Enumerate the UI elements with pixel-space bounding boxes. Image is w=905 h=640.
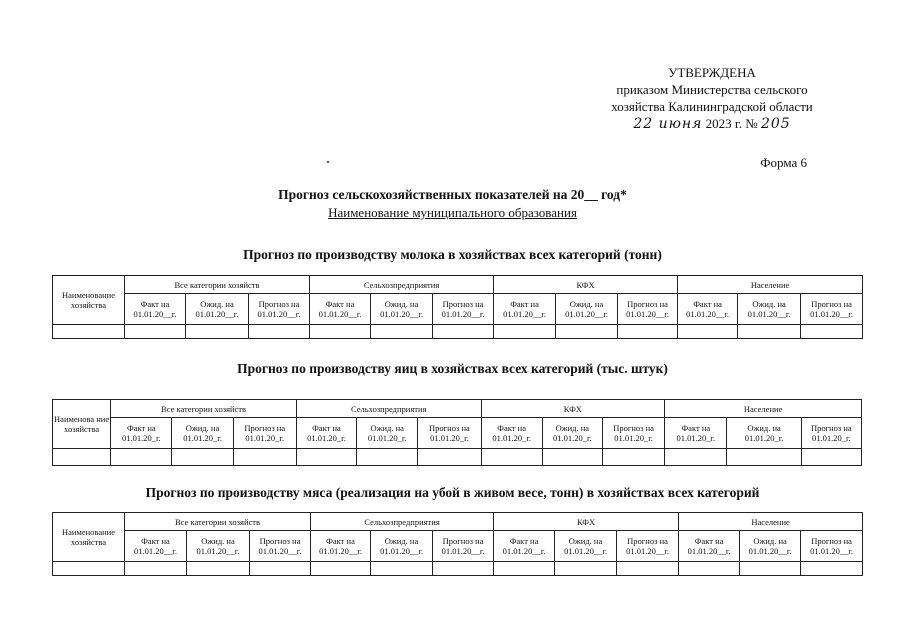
handwritten-number: 205 [760,116,791,132]
header-category: Население [679,513,863,531]
header-category: Население [678,276,863,294]
header-category: КФХ [494,276,678,294]
header-fact: Факт на 01.01.20_г. [296,418,356,449]
section-title-meat: Прогноз по производству мяса (реализация на убой в живом весе, тонн) в хозяйствах всех категорий [145,485,760,500]
header-expected: Ожид. на 01.01.20__г. [371,294,433,325]
table-cell[interactable] [53,562,125,576]
header-fact: Факт на 01.01.20__г. [678,294,738,325]
header-expected: Ожид. на 01.01.20__г. [740,531,801,562]
section-title-eggs: Прогноз по производству яиц в хозяйствах всех категорий (тыс. штук) [237,361,668,376]
document-title: Прогноз сельскохозяйственных показателей на 20__ год* [278,187,627,202]
table-cell[interactable] [433,325,494,339]
table-cell[interactable] [125,325,186,339]
table-cell[interactable] [371,325,433,339]
header-expected: Ожид. на 01.01.20_г. [172,418,233,449]
header-category: Все категории хозяйств [111,400,297,418]
approval-title: УТВЕРЖДЕНА [668,65,756,80]
table-cell[interactable] [738,325,801,339]
table-cell[interactable] [125,562,187,576]
header-name: Наименование хозяйства [53,276,125,325]
header-forecast: Прогноз на 01.01.20__г. [618,294,678,325]
header-category: Сельхозпредприятия [310,276,494,294]
table-cell[interactable] [801,325,863,339]
handwritten-date: 22 июня [633,116,703,132]
table-row [53,449,862,466]
header-forecast: Прогноз на 01.01.20__г. [249,294,310,325]
header-forecast: Прогноз на 01.01.20_г. [233,418,296,449]
forecast-table-milk [52,275,863,339]
approval-line-ministry: хозяйства Калининградской области [611,99,813,114]
header-expected: Ожид. на 01.01.20__г. [371,531,433,562]
form-label: Форма 6 [760,155,807,170]
table-cell[interactable] [617,562,679,576]
header-expected: Ожид. на 01.01.20__г. [556,294,618,325]
header-expected: Ожид. на 01.01.20__г. [555,531,617,562]
table-cell[interactable] [187,562,250,576]
table-cell[interactable] [186,325,249,339]
header-forecast: Прогноз на 01.01.20_г. [418,418,481,449]
header-name: Наименова ние хозяйства [53,400,111,449]
table-cell[interactable] [801,449,861,466]
stray-dot [327,161,329,163]
header-forecast: Прогноз на 01.01.20__г. [617,531,679,562]
table-cell[interactable] [740,562,801,576]
forecast-table-meat [52,512,863,576]
table-row [53,325,863,339]
header-forecast: Прогноз на 01.01.20__г. [250,531,311,562]
table-cell[interactable] [311,562,371,576]
table-cell[interactable] [310,325,371,339]
approval-date-line [587,115,837,133]
approval-year: 2023 г. № [705,116,758,131]
municipality-line [0,205,905,221]
header-expected: Ожид. на 01.01.20_г. [727,418,801,449]
header-forecast: Прогноз на 01.01.20__г. [433,294,494,325]
header-forecast: Прогноз на 01.01.20__г. [801,294,863,325]
header-fact: Факт на 01.01.20__г. [125,531,187,562]
header-name: Наименование хозяйства [53,513,125,562]
table-cell[interactable] [665,449,727,466]
table-cell[interactable] [233,449,296,466]
header-fact: Факт на 01.01.20__г. [125,294,186,325]
table-cell[interactable] [618,325,678,339]
table-cell[interactable] [678,325,738,339]
table-cell[interactable] [602,449,664,466]
header-category: КФХ [494,513,679,531]
header-category: Население [665,400,862,418]
table-cell[interactable] [801,562,863,576]
header-fact: Факт на 01.01.20__г. [494,531,555,562]
header-expected: Ожид. на 01.01.20_г. [357,418,418,449]
forecast-table-eggs [52,399,862,466]
header-expected: Ожид. на 01.01.20__г. [186,294,249,325]
approval-block [587,64,837,133]
header-forecast: Прогноз на 01.01.20_г. [602,418,664,449]
table-cell[interactable] [494,562,555,576]
table-cell[interactable] [371,562,433,576]
table-cell[interactable] [296,449,356,466]
header-fact: Факт на 01.01.20_г. [111,418,172,449]
header-fact: Факт на 01.01.20_г. [665,418,727,449]
table-cell[interactable] [555,562,617,576]
approval-line-order: приказом Министерства сельского [616,82,808,97]
header-category: Сельхозпредприятия [311,513,494,531]
table-cell[interactable] [542,449,602,466]
header-expected: Ожид. на 01.01.20__г. [738,294,801,325]
table-row [53,562,863,576]
header-category: Все категории хозяйств [125,513,311,531]
municipality-label: Наименование муниципального образования [328,205,577,220]
table-cell[interactable] [357,449,418,466]
header-forecast: Прогноз на 01.01.20_г. [801,418,861,449]
header-category: Сельхозпредприятия [296,400,481,418]
table-cell[interactable] [249,325,310,339]
table-cell[interactable] [481,449,542,466]
section-title-milk: Прогноз по производству молока в хозяйствах всех категорий (тонн) [243,247,662,262]
header-fact: Факт на 01.01.20__г. [310,294,371,325]
table-cell[interactable] [111,449,172,466]
header-forecast: Прогноз на 01.01.20__г. [801,531,863,562]
table-cell[interactable] [172,449,233,466]
header-fact: Факт на 01.01.20_г. [481,418,542,449]
table-cell[interactable] [679,562,740,576]
header-fact: Факт на 01.01.20__г. [679,531,740,562]
table-cell[interactable] [53,325,125,339]
header-expected: Ожид. на 01.01.20__г. [187,531,250,562]
table-cell[interactable] [556,325,618,339]
header-expected: Ожид. на 01.01.20_г. [542,418,602,449]
table-cell[interactable] [250,562,311,576]
header-forecast: Прогноз на 01.01.20__г. [433,531,494,562]
table-cell[interactable] [53,449,111,466]
header-category: Все категории хозяйств [125,276,310,294]
header-fact: Факт на 01.01.20__г. [494,294,556,325]
table-cell[interactable] [727,449,801,466]
header-category: КФХ [481,400,665,418]
table-cell[interactable] [494,325,556,339]
header-fact: Факт на 01.01.20__г. [311,531,371,562]
table-cell[interactable] [418,449,481,466]
table-cell[interactable] [433,562,494,576]
